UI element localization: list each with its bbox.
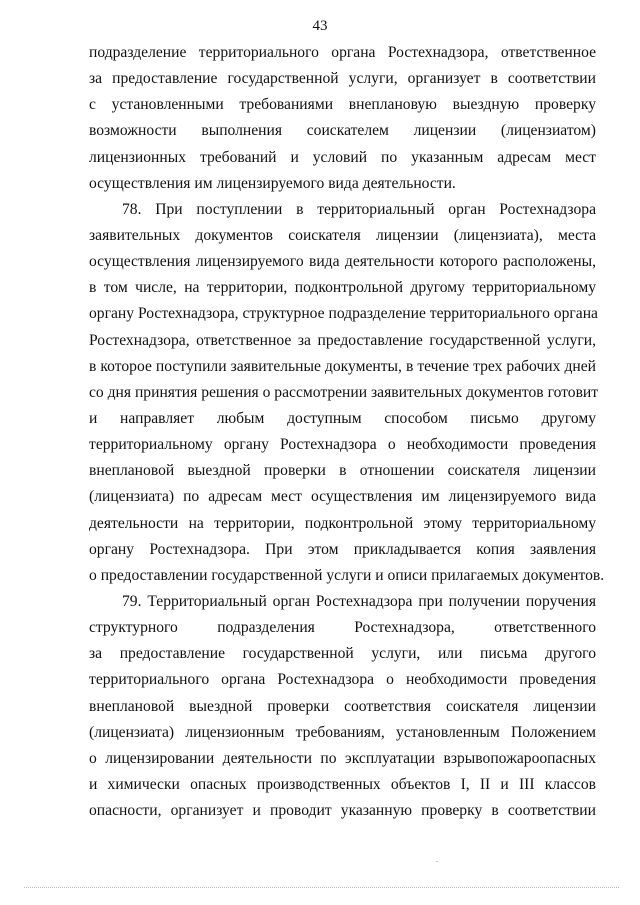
text-line: территориальному органу Ростехнадзора о необходимости проведения — [89, 436, 596, 454]
text-line: структурного подразделения Ростехнадзора, ответственного — [89, 619, 596, 637]
text-line: лицензионных требований и условий по указанным адресам мест — [89, 148, 596, 166]
text-line: за предоставление государственной услуги, или письма другого — [89, 645, 596, 663]
text-line: (лицензиата) по адресам мест осуществления им лицензируемого вида — [89, 488, 596, 506]
text-line: Ростехнадзора, ответственное за предоставление государственной услуги, — [89, 331, 596, 349]
text-line: со дня принятия решения о рассмотрении заявительных документов готовит — [89, 383, 599, 401]
body-text — [89, 40, 605, 824]
text-line: осуществления им лицензируемого вида деятельности. — [89, 174, 456, 192]
text-line: подразделение территориального органа Ростехнадзора, ответственное — [89, 44, 596, 61]
text-line: заявительных документов соискателя лицензии (лицензиата), места — [89, 226, 596, 244]
scan-artifact — [436, 861, 438, 862]
text-line: органу Ростехнадзора, структурное подразделение территориального органа — [89, 305, 598, 323]
text-line: внеплановой выездной проверки в отношении соискателя лицензии — [89, 462, 596, 480]
text-line: о предоставлении государственной услуги и описи прилагаемых документов. — [89, 566, 605, 584]
paragraph-79-first-line: 79. Территориальный орган Ростехнадзора при получении поручения — [122, 592, 596, 610]
scan-edge-artifact — [24, 887, 619, 888]
text-line: органу Ростехнадзора. При этом прикладывается копия заявления — [89, 540, 596, 558]
text-line: о лицензировании деятельности по эксплуатации взрывопожароопасных — [89, 749, 596, 767]
paragraph-78-first-line: 78. При поступлении в территориальный орган Ростехнадзора — [122, 200, 596, 218]
text-line: и направляет любым доступным способом письмо другому — [89, 409, 596, 427]
text-line: опасности, организует и проводит указанную проверку в соответствии — [89, 802, 596, 820]
text-line: и химически опасных производственных объектов I, II и III классов — [89, 775, 596, 793]
text-line: внеплановой выездной проверки соответствия соискателя лицензии — [89, 697, 596, 715]
text-line: возможности выполнения соискателем лицензии (лицензиатом) — [89, 122, 596, 140]
text-line: в том числе, на территории, подконтрольной другому территориальному — [89, 279, 596, 297]
text-line: осуществления лицензируемого вида деятельности которого расположены, — [89, 253, 596, 271]
text-line: за предоставление государственной услуги, организует в соответствии — [89, 70, 596, 88]
text-line: с установленными требованиями внеплановую выездную проверку — [89, 96, 596, 114]
page-number: 43 — [312, 18, 328, 34]
text-line: в которое поступили заявительные документы, в течение трех рабочих дней — [89, 357, 596, 375]
text-line: (лицензиата) лицензионным требованиям, установленным Положением — [89, 723, 596, 741]
text-line: территориального органа Ростехнадзора о необходимости проведения — [89, 671, 596, 689]
text-line: деятельности на территории, подконтрольной этому территориальному — [89, 514, 596, 532]
